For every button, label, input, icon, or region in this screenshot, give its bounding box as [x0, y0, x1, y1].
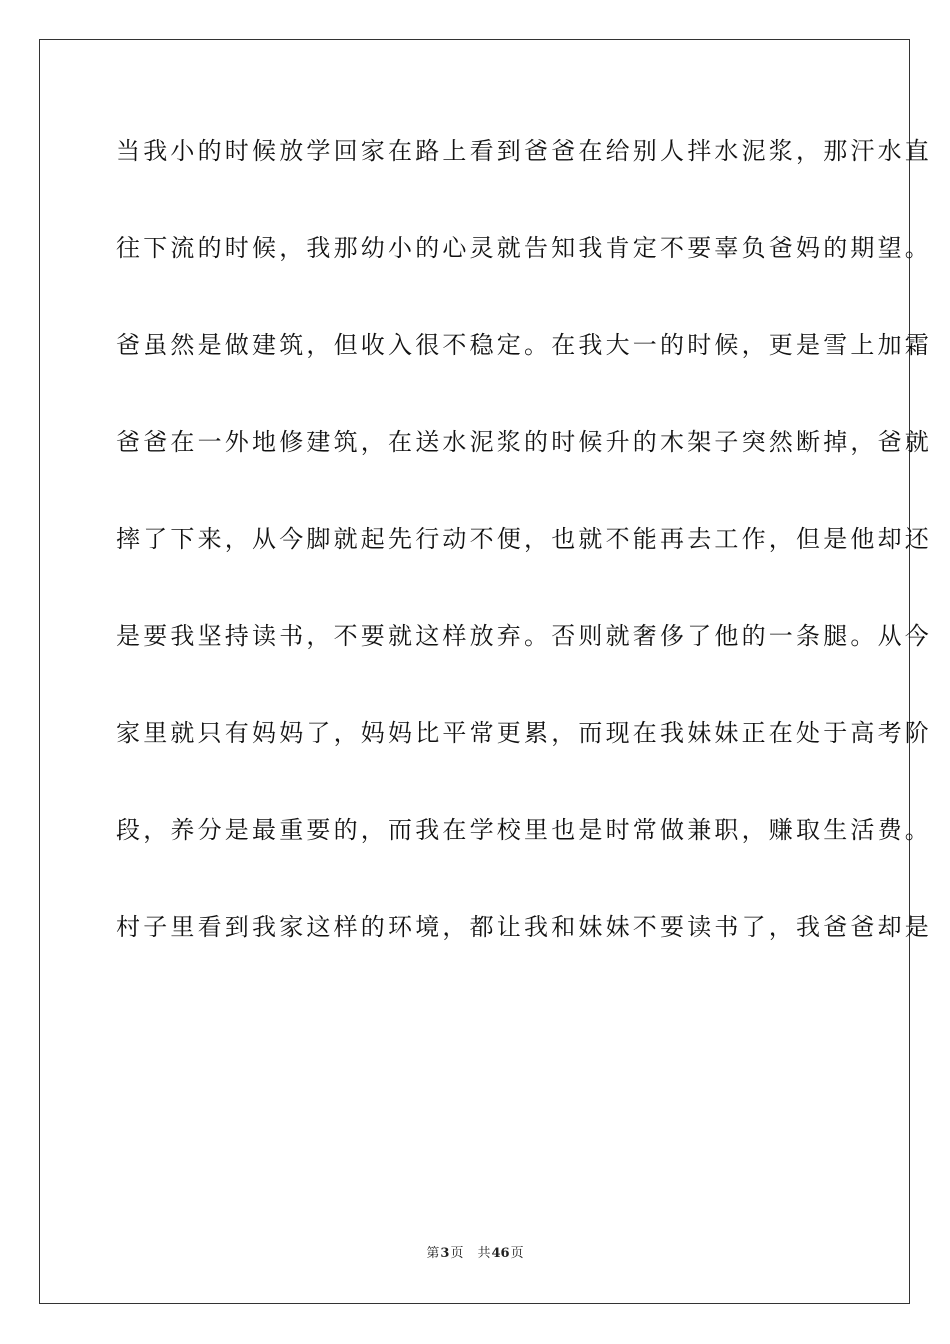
page-prefix: 第: [426, 1246, 440, 1261]
total-suffix: 页: [510, 1246, 524, 1261]
text-line: 往下流的时候，我那幼小的心灵就告知我肯定不要辜负爸妈的期望。: [116, 234, 932, 262]
total-prefix: 共: [477, 1246, 491, 1261]
page-number: 3: [440, 1246, 450, 1261]
text-line: 村子里看到我家这样的环境，都让我和妹妹不要读书了，我爸爸却是: [116, 913, 932, 941]
page-footer: [0, 1244, 950, 1264]
text-line: 当我小的时候放学回家在路上看到爸爸在给别人拌水泥浆，那汗水直: [116, 137, 932, 165]
text-line: 爸爸在一外地修建筑，在送水泥浆的时候升的木架子突然断掉，爸就: [116, 428, 932, 456]
text-line: 段，养分是最重要的，而我在学校里也是时常做兼职，赚取生活费。: [116, 816, 932, 844]
text-line: 是要我坚持读书，不要就这样放弃。否则就奢侈了他的一条腿。从今: [116, 622, 932, 650]
text-line: 家里就只有妈妈了，妈妈比平常更累，而现在我妹妹正在处于高考阶: [116, 719, 932, 747]
text-line: 摔了下来，从今脚就起先行动不便，也就不能再去工作，但是他却还: [116, 525, 932, 553]
page-suffix: 页: [450, 1246, 464, 1261]
total-pages: 46: [491, 1246, 510, 1261]
text-line: 爸虽然是做建筑，但收入很不稳定。在我大一的时候，更是雪上加霜: [116, 331, 932, 359]
document-body: [116, 126, 932, 999]
